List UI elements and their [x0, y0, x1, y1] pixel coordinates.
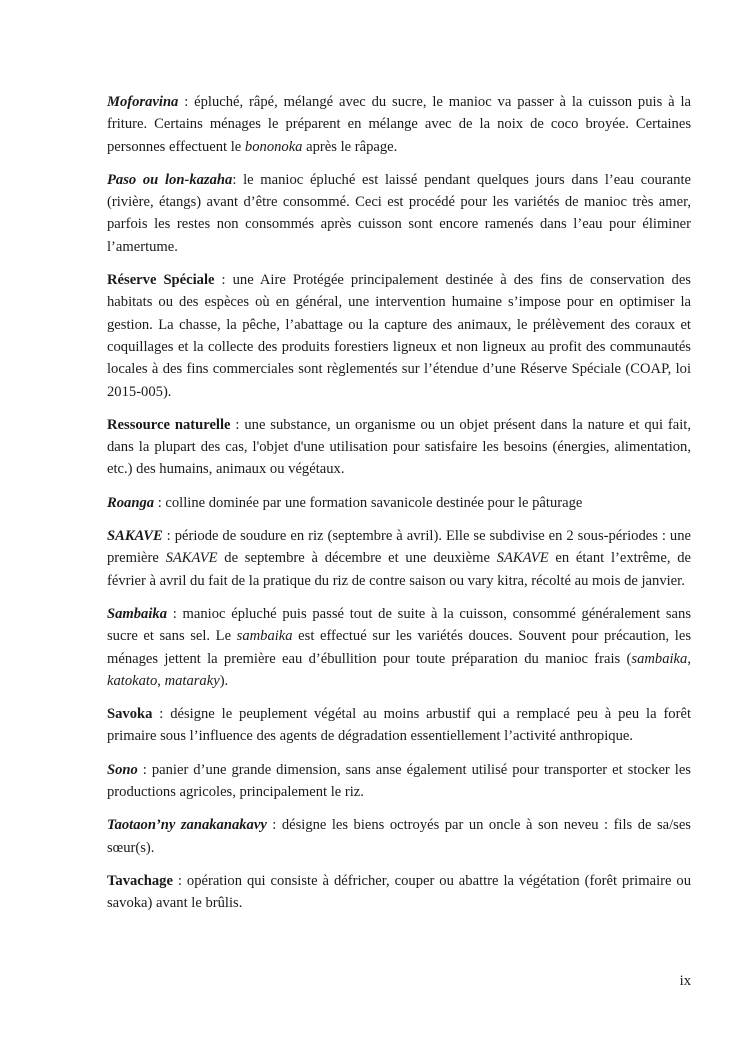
- page-number: ix: [679, 973, 691, 989]
- definition-text: : période de soudure en riz (septembre à avril). Elle se subdivise en 2 sous-périodes : une première: [107, 528, 691, 567]
- italic-term: SAKAVE: [496, 550, 549, 567]
- term: Réserve Spéciale: [107, 272, 215, 289]
- definition-text: après le râpage.: [302, 138, 398, 155]
- glossary-entry-sambaika: [107, 603, 691, 692]
- definition-text: : panier d’une grande dimension, sans anse également utilisé pour transporter et stocker les productions agricoles, principalement le riz.: [107, 761, 691, 801]
- glossary-entry-sono: [107, 759, 691, 804]
- italic-term: bononoka: [244, 138, 303, 155]
- term: Paso ou lon-kazaha: [107, 171, 233, 188]
- definition-text: : le manioc épluché est laissé pendant quelques jours dans l’eau courante (rivière, étangs) avant d’être consommé. Ceci est procédé pour les variétés de manioc très amer, parfois les restes non consommés après cuisson sont encore ramenés dans l’eau pour éliminer l’amertume.: [107, 171, 691, 255]
- term: Ressource naturelle: [107, 416, 231, 433]
- italic-term: sambaika: [236, 628, 293, 645]
- definition-text: de septembre à décembre et une deuxième: [217, 550, 497, 567]
- definition-text: ,: [687, 650, 691, 667]
- glossary-entry-tavachage: [107, 870, 691, 915]
- glossary-page: [107, 91, 691, 926]
- glossary-entry-roanga: [107, 492, 691, 514]
- italic-term: sambaika: [631, 650, 688, 667]
- definition-text: : une substance, un organisme ou un objet présent dans la nature et qui fait, dans la plupart des cas, l'objet d'une utilisation pour satisfaire les besoins (énergies, alimentation, etc.) des humains, animaux ou végétaux.: [107, 416, 691, 478]
- definition-text: ).: [219, 672, 229, 689]
- term: SAKAVE: [107, 528, 163, 545]
- term: Moforavina: [107, 94, 179, 110]
- glossary-entry-reserve-speciale: [107, 269, 691, 403]
- term: Savoka: [107, 706, 153, 723]
- glossary-entry-sakave: [107, 525, 691, 592]
- definition-text: en étant l’extrême, de février à avril du fait de la pratique du riz de contre saison ou vary kitra, récolté au mois de janvier.: [107, 550, 691, 589]
- term: Taotaon’ny zanakanakavy: [107, 817, 267, 834]
- definition-text: : désigne les biens octroyés par un oncle à son neveu : fils de sa/ses sœur(s).: [107, 817, 691, 856]
- italic-term: mataraky: [164, 672, 220, 689]
- definition-text: ,: [157, 672, 165, 689]
- definition-text: est effectué sur les variétés douces. Souvent pour précaution, les ménages jettent la première eau d’ébullition pour toute préparation du manioc frais (: [107, 628, 692, 667]
- glossary-entry-savoka: [107, 703, 691, 748]
- glossary-entry-taotaonny-zanakanakavy: [107, 814, 691, 859]
- glossary-entry-moforavina: [107, 91, 691, 158]
- italic-term: katokato: [107, 672, 158, 689]
- term: Sono: [107, 761, 138, 778]
- definition-text: : opération qui consiste à défricher, couper ou abattre la végétation (forêt primaire ou savoka) avant le brûlis.: [107, 872, 691, 912]
- definition-text: : épluché, râpé, mélangé avec du sucre, le manioc va passer à la cuisson puis à la friture. Certains ménages le préparent en mélange avec de la noix de coco broyée. Certaines personnes effectuent le: [107, 94, 691, 155]
- glossary-entry-paso: [107, 169, 691, 258]
- glossary-entry-ressource-naturelle: [107, 414, 691, 481]
- definition-text: : manioc épluché puis passé tout de suite à la cuisson, consommé généralement sans sucre et sans sel. Le: [107, 605, 691, 645]
- definition-text: : désigne le peuplement végétal au moins arbustif qui a remplacé peu à peu la forêt primaire sous l’influence des agents de dégradation essentiellement l’activité anthropique.: [107, 706, 691, 745]
- term: Tavachage: [107, 872, 173, 889]
- definition-text: : une Aire Protégée principalement destinée à des fins de conservation des habitats ou des espèces où en général, une intervention humaine s’impose pour en optimiser la gestion. La chasse, la pêche, l’abattage ou la capture des animaux, le prélèvement des coraux et coquillages et la collecte des produits forestiers ligneux et non ligneux au profit des communautés locales à des fins commerciales sont règlementés sur l’étendue d’une Réserve Spéciale (COAP, loi 2015-005).: [107, 272, 691, 400]
- definition-text: : colline dominée par une formation savanicole destinée pour le pâturage: [154, 494, 583, 511]
- term: Sambaika: [107, 605, 168, 622]
- italic-term: SAKAVE: [165, 550, 218, 567]
- term: Roanga: [107, 494, 155, 511]
